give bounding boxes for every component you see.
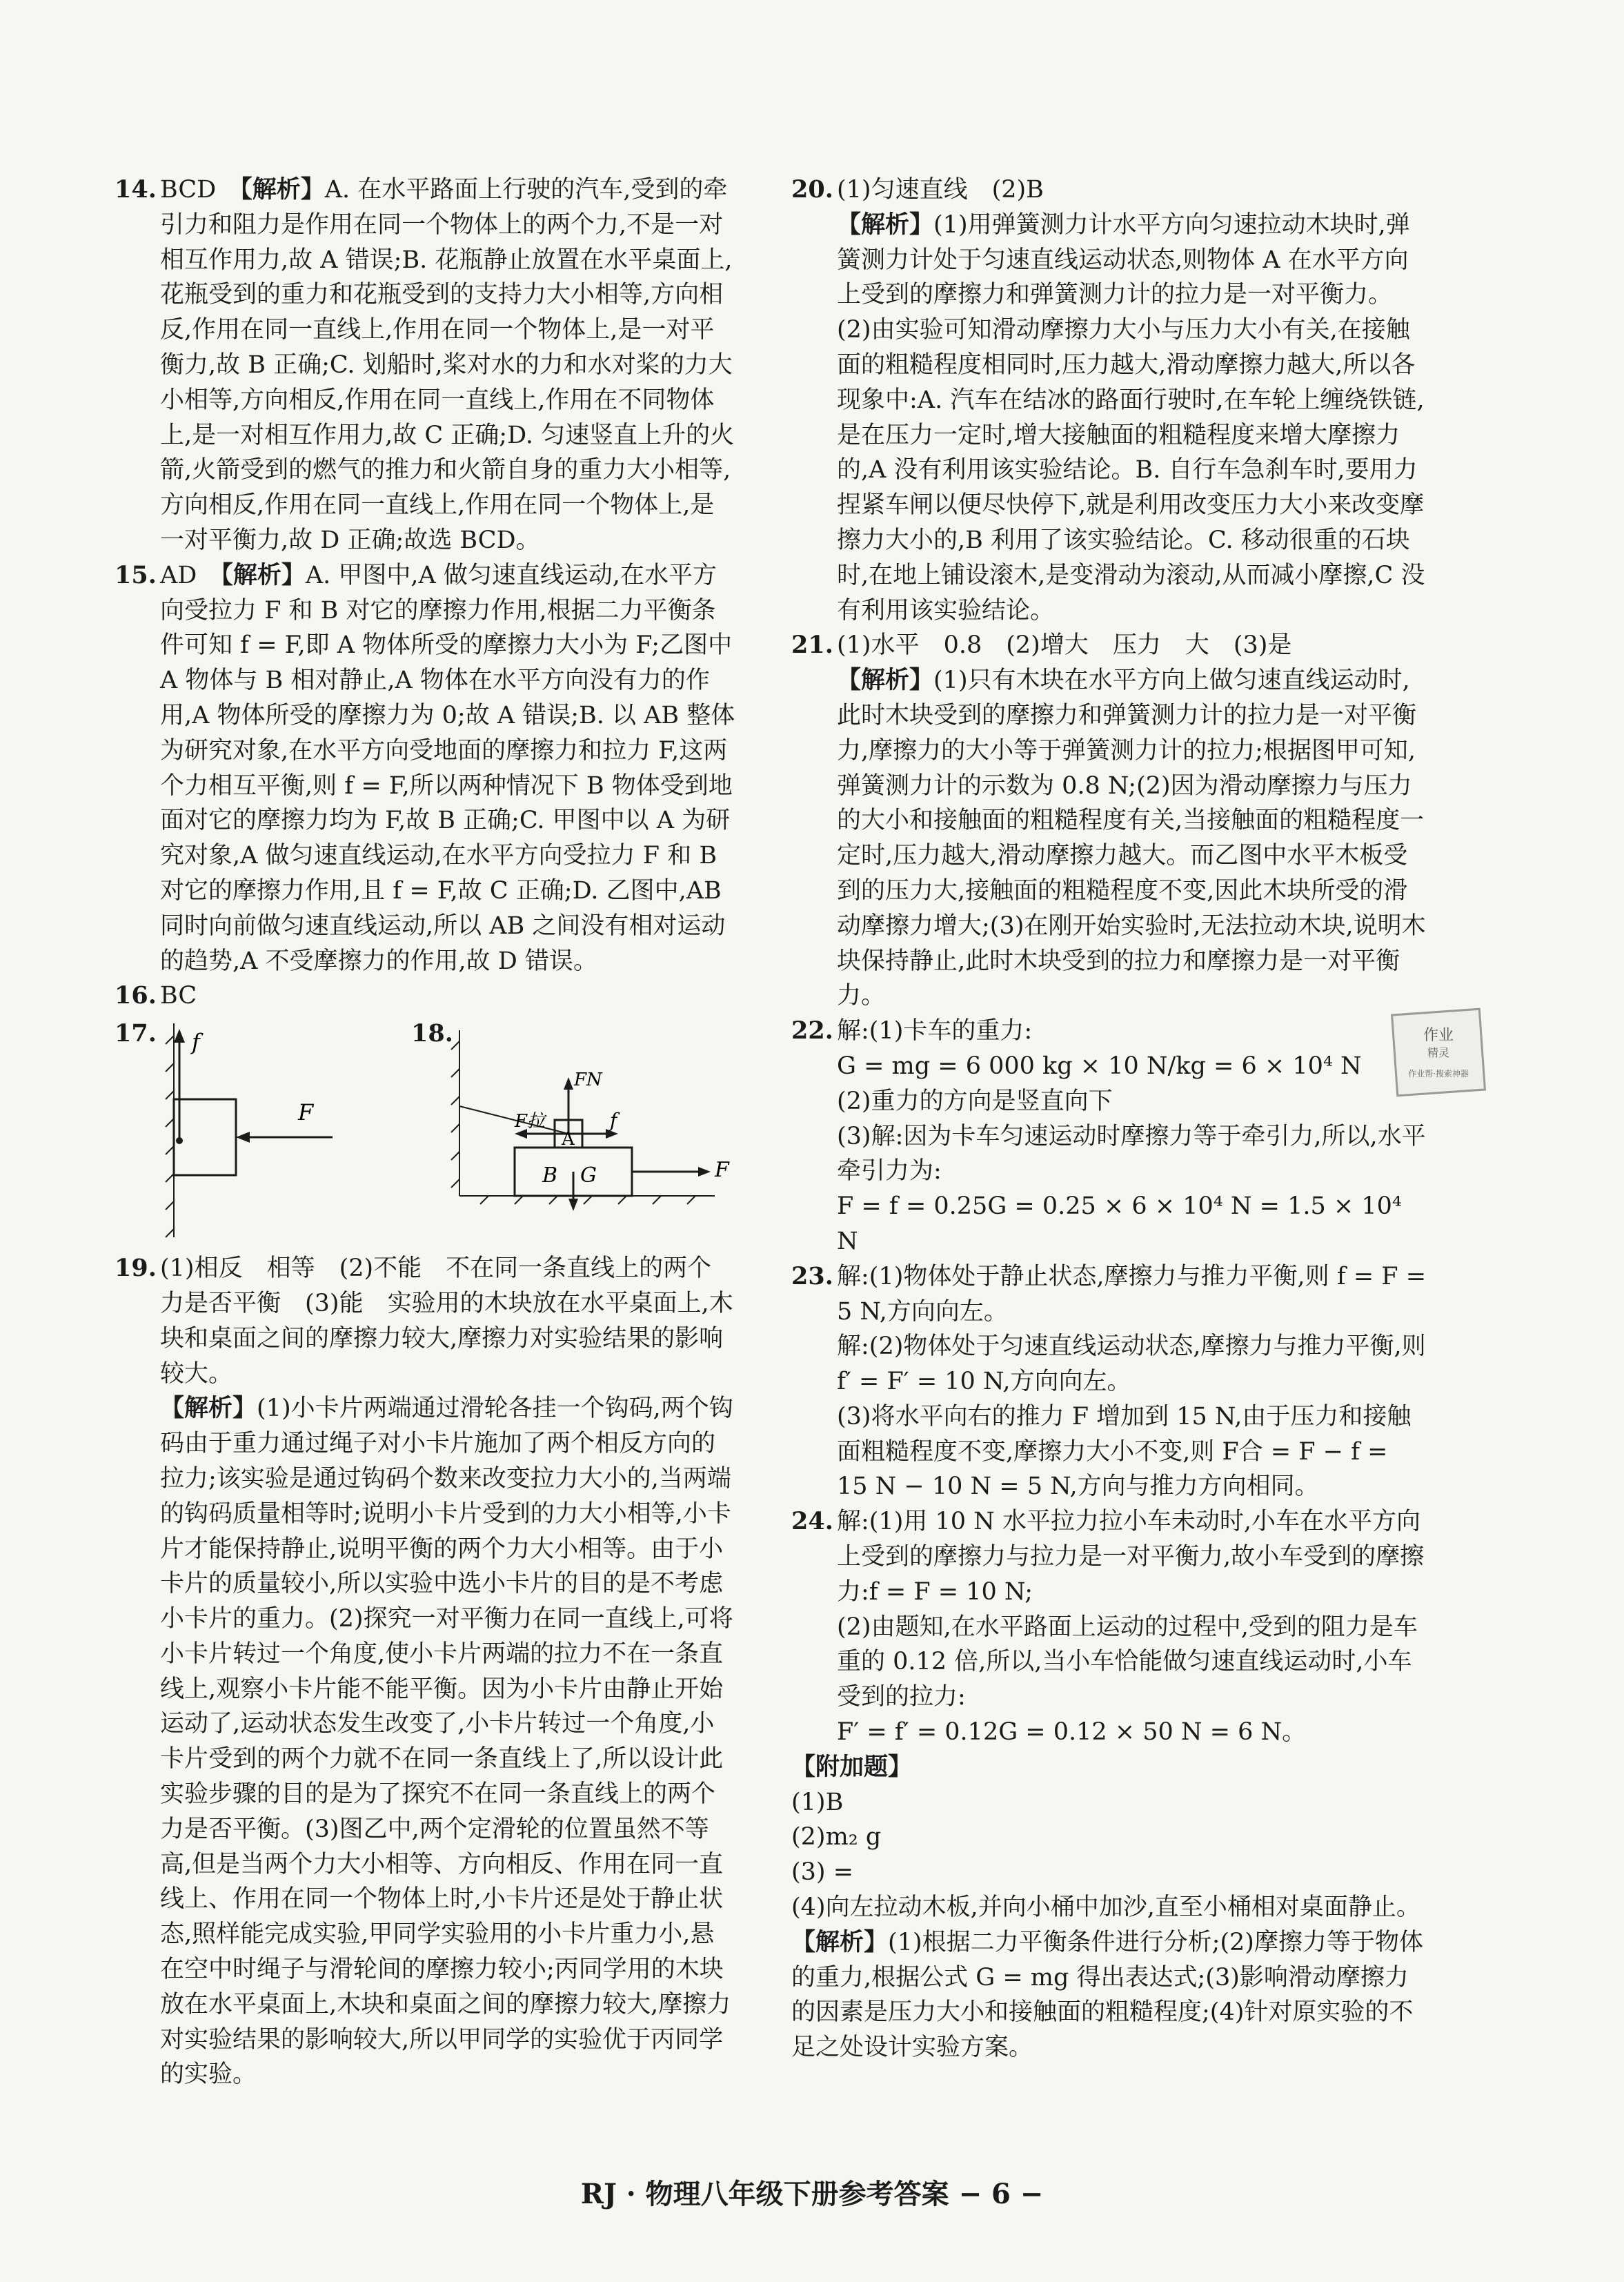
analysis-tag: 【解析】 (221, 560, 306, 589)
answer-key: AD (160, 561, 197, 589)
analysis-text: A. 在水平路面上行驶的汽车,受到的牵引力和阻力是作用在同一个物体上的两个力,不是一对相互作用力,故 A 错误;B. 花瓶静止放置在水平桌面上,花瓶受到的重力和花瓶受到的支持力大小相等,方向相反,作用在同一直线上,作用在同一个物体上,是一对平衡力,故 B 正确;C. 划船时,桨对水的力和水对桨的力大小相等,方向相反,作用在同一直线上,作用在不同物体上,是一对相互作用力,故 C 正确;D. 匀速竖直上升的火箭,火箭受到的燃气的推力和火箭自身的重力大小相等,方向相反,作用在同一直线上,作用在同一个物体上,是一对平衡力,故 D 正确;故选 BCD。 (160, 176, 735, 554)
solution-line: F′ = f′ = 0.12G = 0.12 × 50 N = 6 N。 (837, 1718, 1307, 1747)
question-number: 19. (115, 1254, 157, 1283)
label-f: f (192, 1029, 200, 1056)
question-number: 24. (791, 1507, 833, 1536)
watermark-stamp (1394, 1011, 1483, 1094)
solution-line: (3)将水平向右的推力 F 增加到 15 N,由于压力和接触面粗糙程度不变,摩擦力大小不变,则 F合 = F − f = 15 N − 10 N = 5 N,方向与推力方向相同。 (837, 1402, 1412, 1501)
solution-line: 解:(1)用 10 N 水平拉力拉小车未动时,小车在水平方向上受到的摩擦力与拉力是一对平衡力,故小车受到的摩擦力:f = F = 10 N; (837, 1508, 1425, 1606)
answer-14 (115, 173, 735, 558)
solution-line: (3)解:因为卡车匀速运动时摩擦力等于牵引力,所以,水平牵引力为: (837, 1122, 1426, 1186)
question-number: 21. (791, 631, 833, 660)
solution-line: 解:(2)物体处于匀速直线运动状态,摩擦力与推力平衡,则 f′ = F′ = 10 N,方向向左。 (837, 1332, 1426, 1396)
analysis-text: (1)小卡片两端通过滑轮各挂一个钩码,两个钩码由于重力通过绳子对小卡片施加了两个相反方向的拉力;该实验是通过钩码个数来改变拉力大小的,当两端的钩码质量相等时;说明小卡片受到的力大小相等,小卡片才能保持静止,说明平衡的两个力大小相等。由于小卡片的质量较小,所以实验中选小卡片的目的是不考虑小卡片的重力。(2)探究一对平衡力在同一直线上,可将小卡片转过一个角度,使小卡片两端的拉力不在一条直线上,观察小卡片能不能平衡。因为小卡片由静止开始运动了,运动状态发生改变了,小卡片转过一个角度,小卡片受到的两个力就不在同一条直线上了,所以设计此实验步骤的目的是为了探究不在同一条直线上的两个力是否平衡。(3)图乙中,两个定滑轮的位置虽然不等高,但是当两个力大小相等、方向相反、作用在同一直线上、作用在同一个物体上时,小卡片还是处于静止状态,照样能完成实验,甲同学实验用的小卡片重力小,悬在空中时绳子与滑轮间的摩擦力较小;丙同学用的木块放在水平桌面上,木块和桌面之间的摩擦力较大,摩擦力对实验结果的影响较大,所以甲同学的实验优于丙同学的实验。 (160, 1395, 733, 2089)
figure-17 (160, 1016, 367, 1244)
question-number: 18. (411, 1019, 453, 1048)
figure-18 (439, 1016, 756, 1244)
extra-line: (2)m₂ g (791, 1823, 882, 1851)
stamp-line-3: 作业帮·搜索神器 (1408, 1069, 1469, 1079)
label-B: B (542, 1163, 558, 1188)
right-column (791, 173, 1426, 2065)
extra-line: (4)向左拉动木板,并向小桶中加沙,直至小桶相对桌面静止。 (791, 1894, 1420, 1922)
answer-23 (791, 1259, 1426, 1505)
analysis-text: A. 甲图中,A 做匀速直线运动,在水平方向受拉力 F 和 B 对它的摩擦力作用,根据二力平衡条件可知 f = F,即 A 物体所受的摩擦力大小为 F;乙图中 A 物体与 B 相对静止,A 物体在水平方向没有力的作用,A 物体所受的摩擦力为 0;故 A 错误;B. 以 AB 整体为研究对象,在水平方向受地面的摩擦力和拉力 F,这两个力相互平衡,则 f = F,所以两种情况下 B 物体受到地面对它的摩擦力均为 F,故 B 正确;C. 甲图中以 A 为研究对象,A 做匀速直线运动,在水平方向受拉力 F 和 B 对它的摩擦力作用,且 f = F,故 C 正确;D. 乙图中,AB 同时向前做匀速直线运动,所以 AB 之间没有相对运动的趋势,A 不受摩擦力的作用,故 D 错误。 (160, 561, 735, 975)
analysis-text: (1)只有木块在水平方向上做匀速直线运动时,此时木块受到的摩擦力和弹簧测力计的拉力是一对平衡力,摩擦力的大小等于弹簧测力计的拉力;根据图甲可知,弹簧测力计的示数为 0.8 N;(2)因为滑动摩擦力与压力的大小和接触面的粗糙程度有关,当接触面的粗糙程度一定时,压力越大,滑动摩擦力越大。而乙图中水平木板受到的压力大,接触面的粗糙程度不变,因此木块所受的滑动摩擦力增大;(3)在刚开始实验时,无法拉动木块,说明木块保持静止,此时木块受到的拉力和摩擦力是一对平衡力。 (837, 667, 1426, 1010)
label-f: f (610, 1109, 617, 1132)
answer-22 (791, 1014, 1426, 1259)
label-f-pull: F拉 (515, 1111, 546, 1132)
label-G: G (580, 1163, 597, 1188)
analysis-tag: 【解析】 (791, 1927, 889, 1956)
extra-title: 【附加题】 (791, 1752, 913, 1781)
question-number: 17. (115, 1019, 157, 1048)
left-column (115, 173, 735, 2092)
answer-21 (791, 628, 1426, 1014)
answer-key: (1)水平 0.8 (2)增大 压力 大 (3)是 (837, 631, 1292, 660)
answer-15 (115, 558, 735, 979)
label-A: A (562, 1129, 575, 1150)
solution-line: F = f = 0.25G = 0.25 × 6 × 10⁴ N = 1.5 × 10⁴ N (837, 1192, 1402, 1255)
analysis-tag: 【解析】 (837, 666, 934, 695)
solution-line: 解:(1)卡车的重力: (837, 1017, 1033, 1045)
analysis-tag: 【解析】 (160, 1394, 257, 1423)
solution-line: (2)重力的方向是竖直向下 (837, 1087, 1113, 1115)
answer-key: BCD (160, 176, 217, 204)
analysis-tag: 【解析】 (240, 175, 325, 204)
question-number: 20. (791, 175, 833, 204)
solution-line: 解:(1)物体处于静止状态,摩擦力与推力平衡,则 f = F = 5 N,方向向左。 (837, 1262, 1427, 1326)
answer-19 (115, 1251, 735, 2092)
extra-question (791, 1750, 1426, 2065)
question-number: 16. (115, 981, 157, 1010)
stamp-line-1: 作业 (1423, 1027, 1454, 1044)
answer-20 (791, 173, 1426, 628)
answer-key: BC (160, 982, 197, 1010)
answer-key: (1)匀速直线 (2)B (837, 176, 1044, 204)
page-footer: RJ · 物理八年级下册参考答案 − 6 − (580, 2178, 1044, 2210)
question-number: 15. (115, 560, 157, 589)
question-number: 23. (791, 1261, 833, 1290)
question-number: 14. (115, 175, 157, 204)
analysis-text: (1)用弹簧测力计水平方向匀速拉动木块时,弹簧测力计处于匀速直线运动状态,则物体 A 在水平方向上受到的摩擦力和弹簧测力计的拉力是一对平衡力。(2)由实验可知滑动摩擦力大小与压力大小有关,在接触面的粗糙程度相同时,压力越大,滑动摩擦力越大,所以各现象中:A. 汽车在结冰的路面行驶时,在车轮上缠绕铁链,是在压力一定时,增大接触面的粗糙程度来增大摩擦力的,A 没有利用该实验结论。B. 自行车急刹车时,要用力捏紧车闸以便尽快停下,就是利用改变压力大小来改变摩擦力大小的,B 利用了该实验结论。C. 移动很重的石块时,在地上铺设滚木,是变滑动为滚动,从而减小摩擦,C 没有利用该实验结论。 (837, 210, 1425, 624)
stamp-line-2: 精灵 (1427, 1046, 1449, 1059)
extra-line: (1)B (791, 1788, 844, 1816)
analysis-text: (1)根据二力平衡条件进行分析;(2)摩擦力等于物体的重力,根据公式 G = mg 得出表达式;(3)影响滑动摩擦力的因素是压力大小和接触面的粗糙程度;(4)针对原实验的不足之处设计实验方案。 (791, 1928, 1423, 2062)
label-F: F (298, 1099, 314, 1126)
label-F: F (715, 1158, 729, 1183)
answer-16 (115, 978, 735, 1014)
label-fn: FN (574, 1070, 602, 1091)
answer-24 (791, 1504, 1426, 1750)
answer-key: (1)相反 相等 (2)不能 不在同一条直线上的两个力是否平衡 (3)能 实验用的木块放在水平桌面上,木块和桌面之间的摩擦力较大,摩擦力对实验结果的影响较大。 (160, 1255, 733, 1388)
solution-line: G = mg = 6 000 kg × 10 N/kg = 6 × 10⁴ N (837, 1052, 1362, 1080)
solution-line: (2)由题知,在水平路面上运动的过程中,受到的阻力是车重的 0.12 倍,所以,当小车恰能做匀速直线运动时,小车受到的拉力: (837, 1613, 1418, 1711)
figures-17-18 (115, 1016, 735, 1251)
extra-line: (3) = (791, 1858, 854, 1887)
analysis-tag: 【解析】 (837, 210, 934, 239)
question-number: 22. (791, 1016, 833, 1045)
